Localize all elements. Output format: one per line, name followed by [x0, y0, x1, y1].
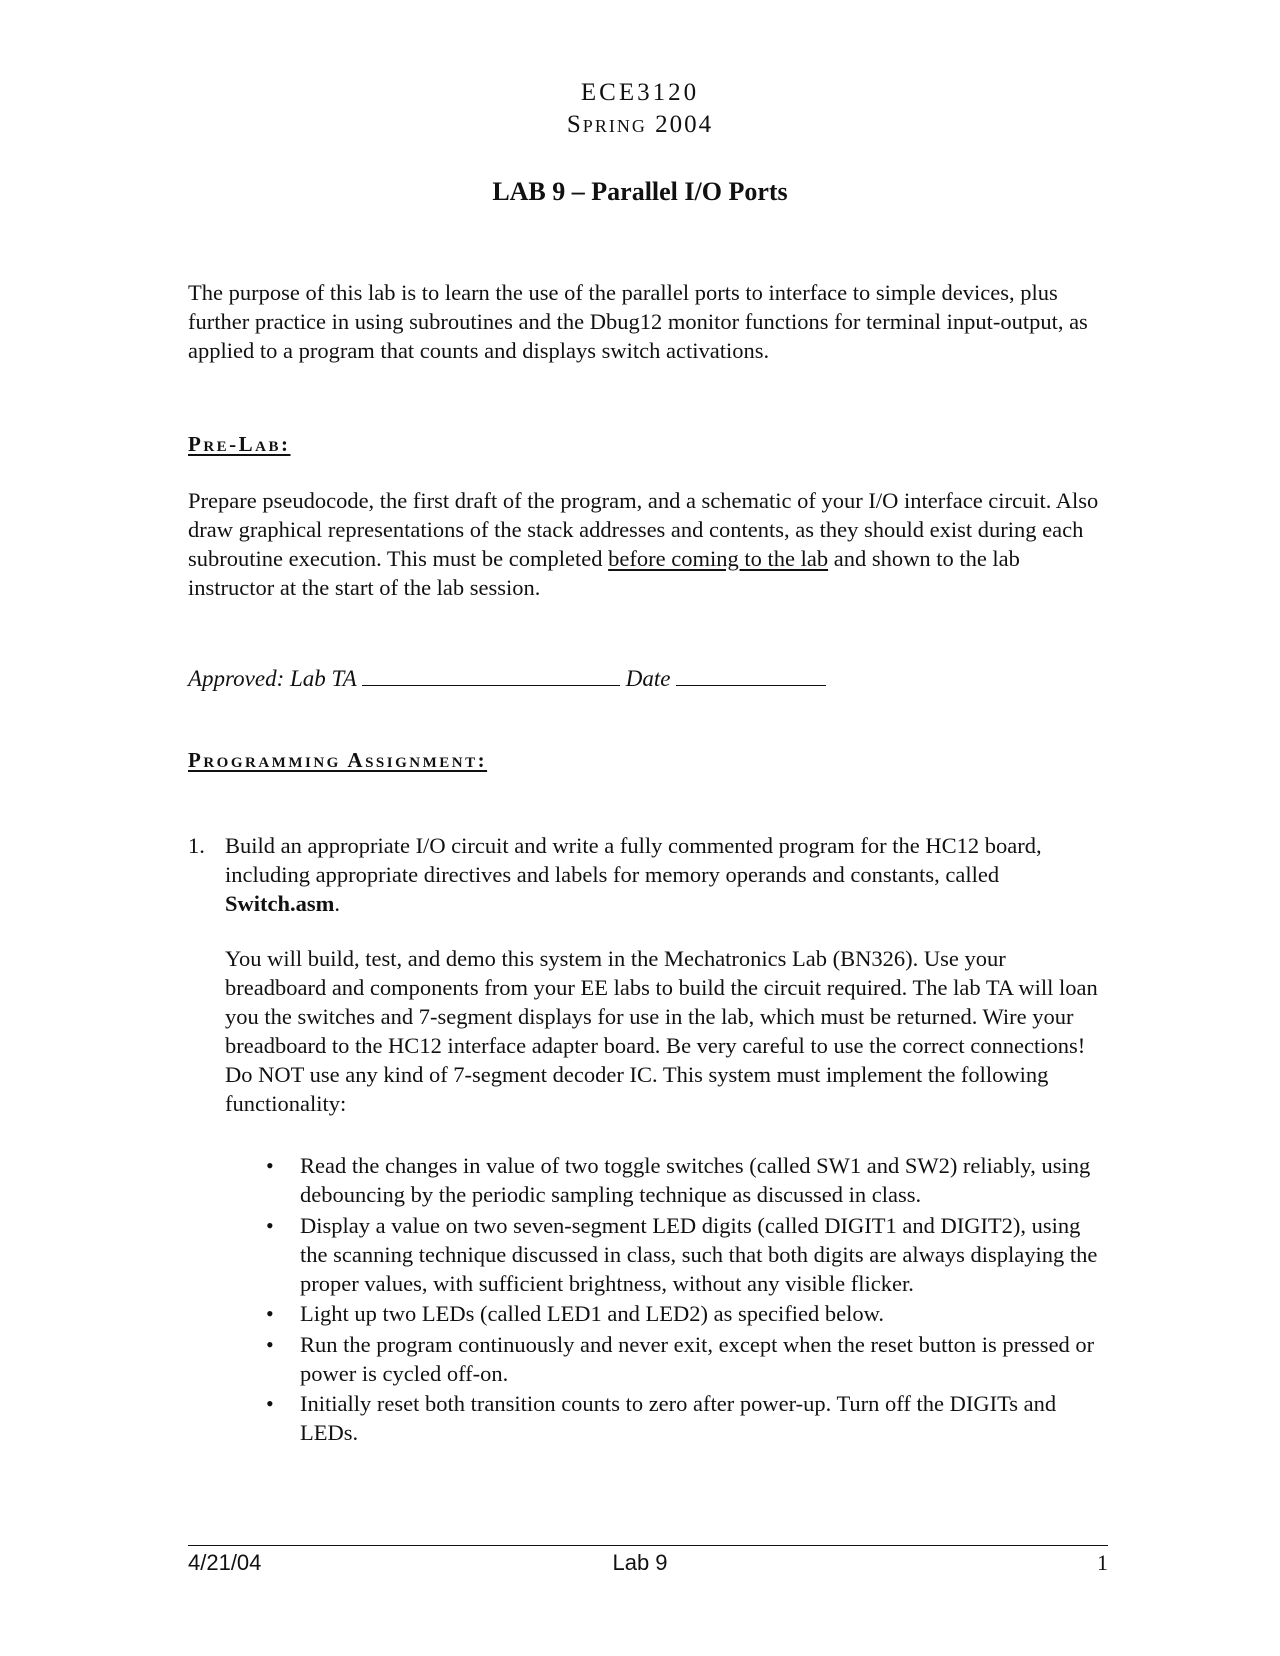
functionality-list	[262, 1151, 1107, 1449]
bullet-icon: •	[266, 1331, 274, 1357]
bullet-icon: •	[266, 1153, 274, 1178]
prelab-text-after: and shown to the lab instructor at the start of the lab session.	[188, 546, 1020, 600]
item-text	[225, 831, 1108, 918]
prelab-paragraph	[188, 486, 1108, 602]
semester: Spring 2004	[566, 111, 714, 138]
approval-date-blank[interactable]	[676, 665, 826, 686]
programming-heading: Programming Assignment:	[188, 748, 488, 772]
date-label: Date	[625, 666, 671, 691]
bullet-text: Read the changes in value of two toggle switches (called SW1 and SW2) reliably, using debouncing by the periodic sampling technique as discussed in class.	[300, 1153, 1091, 1207]
list-item	[262, 1299, 1107, 1328]
list-item	[188, 831, 1108, 918]
list-item	[262, 1389, 1107, 1447]
intro-paragraph: The purpose of this lab is to learn the use of the parallel ports to interface to simple devices, plus further practice in using subroutines and the Dbug12 monitor functions for terminal input-output, as applied to a program that counts and displays switch activations.	[188, 280, 1088, 363]
item1-end: .	[334, 891, 341, 916]
system-paragraph: You will build, test, and demo this system in the Mechatronics Lab (BN326). Use your breadboard and components from your EE labs to build the circuit required. The lab TA will loan you the switches and 7-segment displays for use in the lab, which must be returned. Wire your breadboard to the HC12 interface adapter board. Be very careful to use the correct connections! Do NOT use any kind of 7-segment decoder IC. This system must implement the following functionality:	[225, 946, 1098, 1116]
bullet-text: Light up two LEDs (called LED1 and LED2) as specified below.	[300, 1301, 885, 1326]
approval-signature-blank[interactable]	[362, 665, 620, 686]
footer-title: Lab 9	[612, 1550, 668, 1575]
prelab-text-before: Prepare pseudocode, the first draft of the program, and a schematic of your I/O interface circuit. Also draw graphical representations of the stack addresses and contents, as they should exist during each subroutine execution. This must be completed	[188, 488, 1099, 571]
bullet-icon: •	[266, 1391, 274, 1416]
page-title: LAB 9 – Parallel I/O Ports	[492, 177, 788, 206]
approval-line	[188, 664, 826, 694]
prelab-underlined-text: before coming to the lab	[608, 546, 829, 571]
item1-text: Build an appropriate I/O circuit and write a fully commented program for the HC12 board, including appropriate directives and labels for memory operands and constants, called	[225, 833, 1042, 887]
filename: Switch.asm	[225, 891, 335, 916]
footer-divider	[188, 1545, 1108, 1546]
list-item	[262, 1211, 1107, 1298]
bullet-text: Initially reset both transition counts to zero after power-up. Turn off the DIGITs and LEDs.	[300, 1391, 1057, 1445]
approved-label: Approved: Lab TA	[188, 666, 357, 691]
course-code: ECE3120	[580, 79, 700, 106]
list-item	[262, 1330, 1107, 1388]
bullet-text: Display a value on two seven-segment LED digits (called DIGIT1 and DIGIT2), using the scanning technique discussed in class, such that both digits are always displaying the proper values, with sufficient brightness, without any visible flicker.	[300, 1212, 1098, 1296]
bullet-text: Run the program continuously and never exit, except when the reset button is pressed or power is cycled off-on.	[300, 1331, 1095, 1386]
page-number: 1	[1097, 1550, 1108, 1575]
bullet-icon: •	[266, 1301, 274, 1326]
bullet-icon: •	[266, 1212, 274, 1238]
list-item	[262, 1151, 1107, 1209]
prelab-heading: Pre-Lab:	[188, 432, 291, 456]
footer-date: 4/21/04	[188, 1550, 262, 1575]
item-number: 1.	[188, 833, 205, 858]
